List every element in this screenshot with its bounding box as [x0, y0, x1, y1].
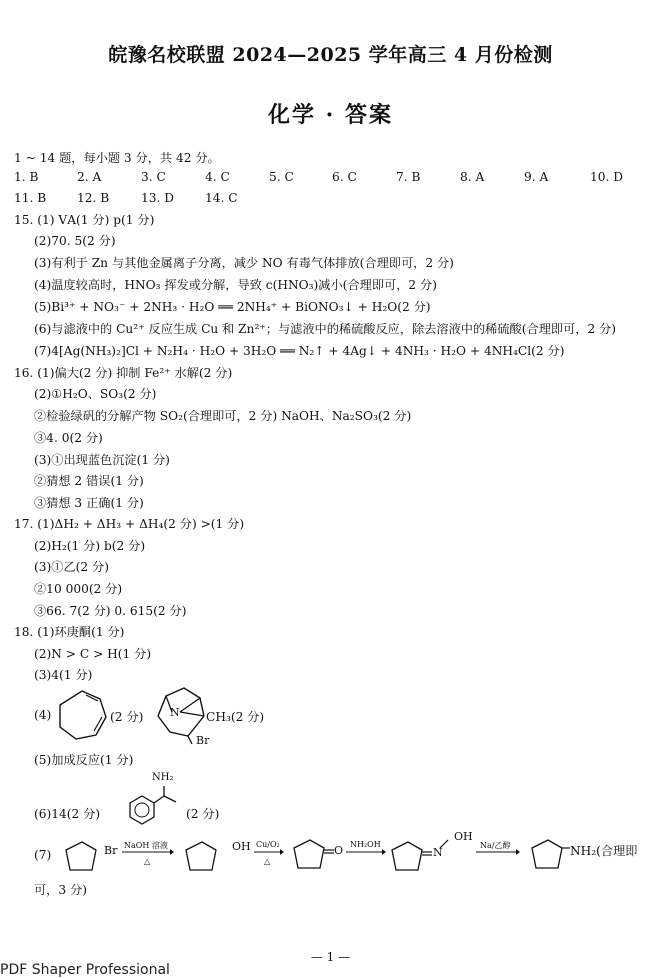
- answer-line: (3)①出现蓝色沉淀(1 分): [34, 453, 170, 467]
- page-subtitle: 化学 · 答案: [268, 102, 393, 128]
- mc-answer: 6. C: [332, 170, 357, 184]
- condition-1: △: [144, 857, 151, 866]
- mc-answer: 4. C: [205, 170, 230, 184]
- cyclopentylamine-ring: [524, 834, 572, 876]
- answer-line: (4)温度较高时，HNO₃ 挥发或分解，导致 c(HNO₃)减小(合理即可，2 分): [34, 278, 437, 292]
- answer-line: ③66. 7(2 分) 0. 615(2 分): [34, 604, 187, 618]
- reaction-arrow: [476, 848, 520, 856]
- answer-line: 可，3 分): [34, 883, 87, 897]
- answer-line: 18. (1)环庚酮(1 分): [14, 625, 125, 639]
- answer-line: (2)N > C > H(1 分): [34, 647, 152, 661]
- answer-line: (7)4[Ag(NH₃)₂]Cl + N₂H₄ · H₂O + 3H₂O ══ N₂↑ + 4Ag↓ + 4NH₃ · H₂O + 4NH₄Cl(2 分): [34, 344, 565, 358]
- cyclopentanol-ring: [178, 836, 226, 878]
- answer-line: 16. (1)偏大(2 分) 抑制 Fe²⁺ 水解(2 分): [14, 366, 233, 380]
- mc-answer: 5. C: [269, 170, 294, 184]
- cycloheptadiene-structure: [52, 685, 112, 745]
- q18-6-score: (2 分): [186, 807, 220, 821]
- q18-4-score-2: CH₃(2 分): [206, 710, 265, 724]
- reagent-3: NH₂OH: [350, 840, 381, 849]
- answer-line: (3)①乙(2 分): [34, 560, 109, 574]
- answer-line: (2)①H₂O、SO₃(2 分): [34, 387, 157, 401]
- reaction-arrow: [254, 848, 284, 856]
- atom-br: Br: [196, 734, 210, 747]
- nh2-group: NH₂: [152, 772, 174, 783]
- q18-4-score: (2 分): [110, 710, 144, 724]
- answer-line: (5)加成反应(1 分): [34, 753, 134, 767]
- reaction-arrow: [122, 848, 174, 856]
- answer-line: (3)4(1 分): [34, 668, 93, 682]
- cyclopentanone-ring: [286, 834, 336, 876]
- mc-answer: 11. B: [14, 191, 47, 205]
- page-number: — 1 —: [310, 950, 351, 964]
- mc-answer: 9. A: [524, 170, 549, 184]
- oxime-hydroxyl: OH: [454, 830, 473, 843]
- answer-line: (6)与滤液中的 Cu²⁺ 反应生成 Cu 和 Zn²⁺；与滤液中的稀硫酸反应，除去溶液中的稀硫酸(合理即可，2 分): [34, 322, 617, 336]
- answer-line: (2)H₂(1 分) b(2 分): [34, 539, 146, 553]
- answer-line: ③4. 0(2 分): [34, 431, 103, 445]
- reagent-1: NaOH 溶液: [124, 841, 168, 850]
- page-title: 皖豫名校联盟 2024—2025 学年高三 4 月份检测: [108, 44, 553, 66]
- mc-header: 1 ~ 14 题，每小题 3 分，共 42 分。: [14, 151, 220, 165]
- mc-answer: 1. B: [14, 170, 39, 184]
- mc-answer: 10. D: [590, 170, 624, 184]
- condition-2: △: [264, 857, 271, 866]
- reagent-4: Na/乙醇: [480, 841, 511, 850]
- atom-n: N: [170, 706, 180, 719]
- answer-line: ③猜想 3 正确(1 分): [34, 496, 144, 510]
- amine-end: NH₂(合理即: [570, 844, 638, 858]
- answer-line: ②检验绿矾的分解产物 SO₂(合理即可，2 分) NaOH、Na₂SO₃(2 分): [34, 409, 412, 423]
- answer-line: (5)Bi³⁺ + NO₃⁻ + 2NH₃ · H₂O ══ 2NH₄⁺ + BiONO₃↓ + H₂O(2 分): [34, 300, 431, 314]
- oxygen-atom: O: [334, 844, 344, 857]
- hydroxyl-group: OH: [232, 840, 251, 853]
- mc-answer: 7. B: [396, 170, 421, 184]
- mc-answer: 3. C: [141, 170, 166, 184]
- mc-answer: 8. A: [460, 170, 485, 184]
- mc-answer: 13. D: [141, 191, 175, 205]
- mc-answer: 2. A: [77, 170, 102, 184]
- answer-line: (2)70. 5(2 分): [34, 234, 116, 248]
- watermark: PDF Shaper Professional: [0, 962, 170, 978]
- answer-line: ②猜想 2 错误(1 分): [34, 474, 144, 488]
- answer-line: (3)有利于 Zn 与其他金属离子分离，减少 NO 有毒气体排放(合理即可，2 分): [34, 256, 454, 270]
- reaction-arrow: [346, 848, 386, 856]
- cyclopentyl-bromide-ring: [56, 836, 104, 878]
- bromine-atom: Br: [104, 844, 118, 857]
- q18-7-label: (7): [34, 848, 52, 862]
- answer-line: ②10 000(2 分): [34, 582, 123, 596]
- mc-answer: 14. C: [205, 191, 238, 205]
- answer-line: 15. (1) ⅤA(1 分) p(1 分): [14, 213, 155, 227]
- answer-line: 17. (1)ΔH₂ + ΔH₃ + ΔH₄(2 分) >(1 分): [14, 517, 245, 531]
- nitrogen-atom: N: [433, 846, 443, 859]
- reagent-2: Cu/O₂: [256, 840, 280, 849]
- q18-6-label: (6)14(2 分): [34, 807, 101, 821]
- q18-4-label: (4): [34, 708, 52, 722]
- phenylethylamine-structure: [120, 784, 180, 830]
- mc-answer: 12. B: [77, 191, 110, 205]
